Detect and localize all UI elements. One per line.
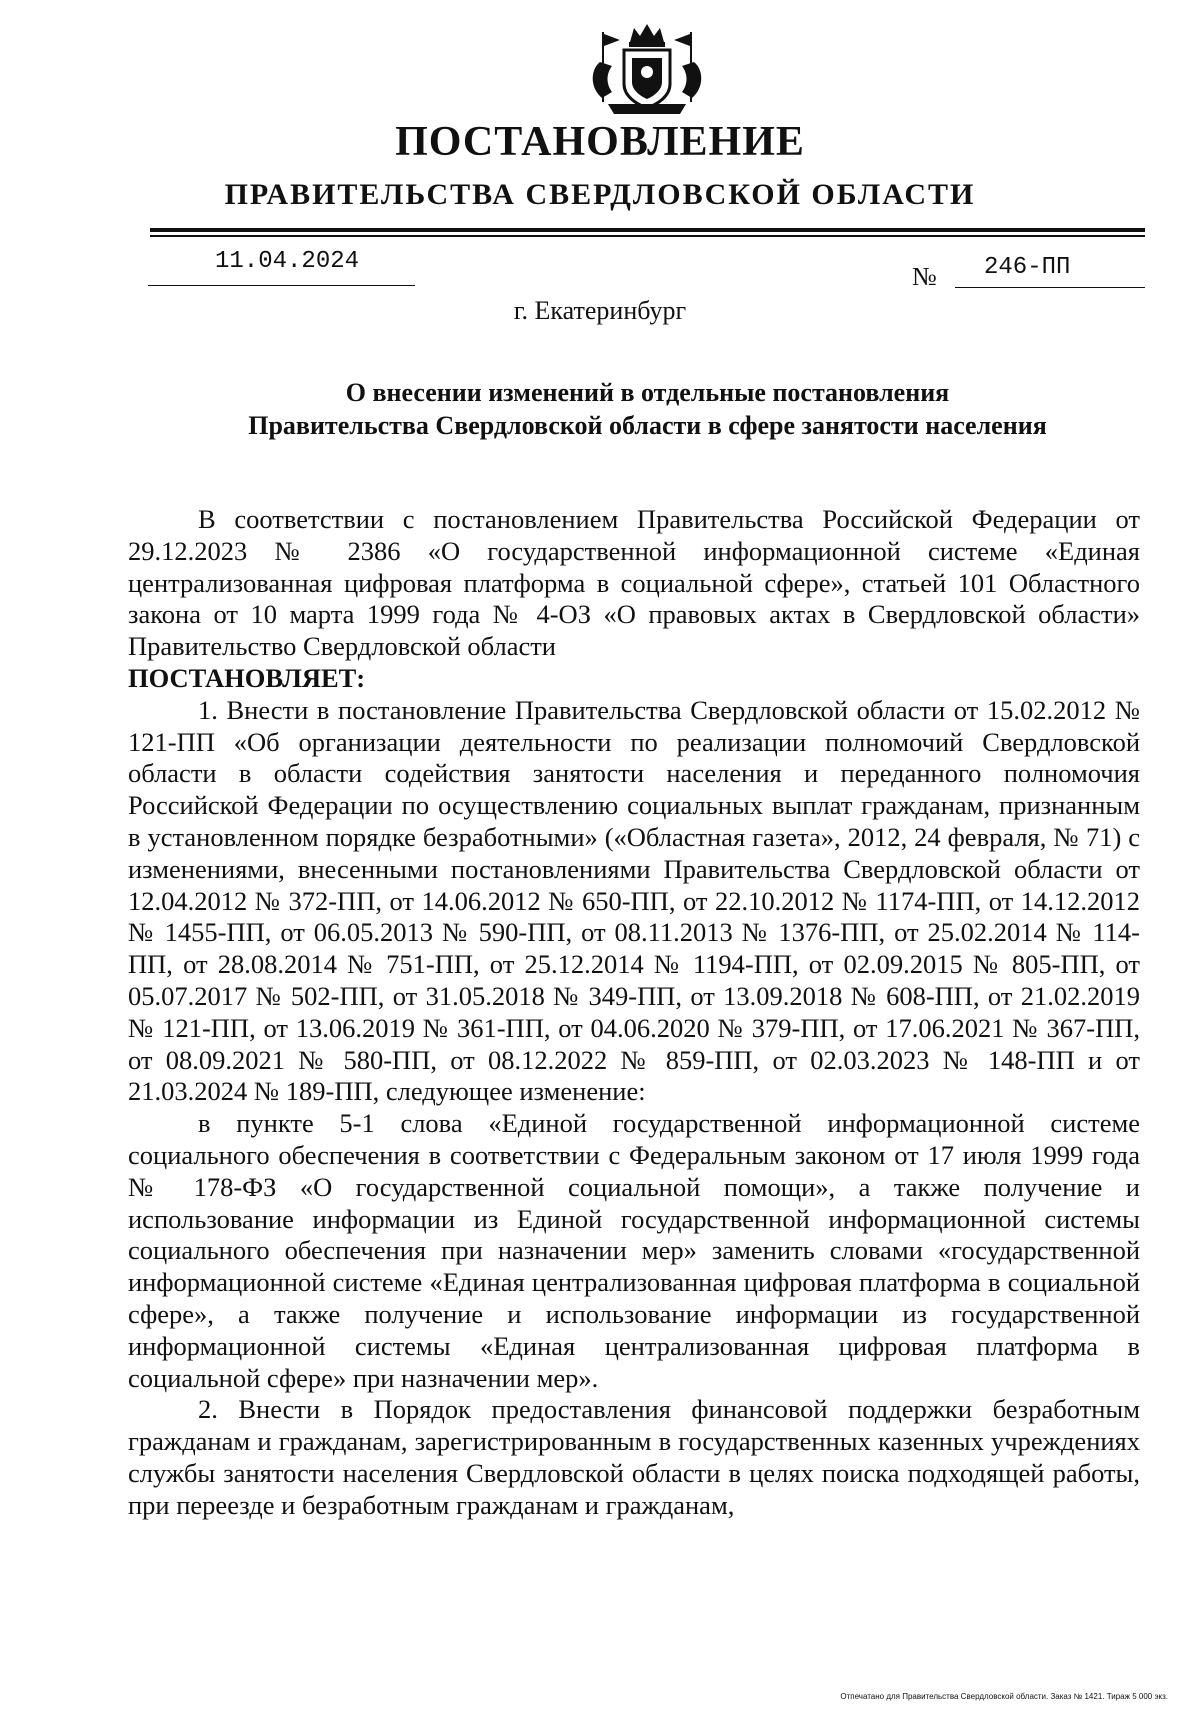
issuer-heading: ПРАВИТЕЛЬСТВА СВЕРДЛОВСКОЙ ОБЛАСТИ	[224, 178, 976, 211]
item-1-paragraph: 1. Внести в постановление Правительства Свердловской области от 15.02.2012 № 121-ПП «Об организации деятельности по реализации полномочий Свердловской области в области содействия занятости населения и переданного полномочия Российской Федерации по осуществлению социальных выплат гражданам, признанным в установленном порядке безработными» («Областная газета», 2012, 24 февраля, № 71) с изменениями, внесенными постановлениями Правительства Свердловской области от 12.04.2012 № 372-ПП, от 14.06.2012 № 650-ПП, от 22.10.2012 № 1174-ПП, от 14.12.2012 № 1455-ПП, от 06.05.2013 № 590-ПП, от 08.11.2013 № 1376-ПП, от 25.02.2014 № 114-ПП, от 28.08.2014 № 751-ПП, от 25.12.2014 № 1194-ПП, от 02.09.2015 № 805-ПП, от 05.07.2017 № 502-ПП, от 31.05.2018 № 349-ПП, от 13.09.2018 № 608-ПП, от 21.02.2019 № 121-ПП, от 13.06.2019 № 361-ПП, от 04.06.2020 № 379-ПП, от 17.06.2021 № 367-ПП, от 08.09.2021 № 580-ПП, от 08.12.2022 № 859-ПП, от 02.03.2023 № 148-ПП и от 21.03.2024 № 189-ПП, следующее изменение:	[128, 694, 1140, 1107]
document-number: 246-ПП	[984, 254, 1071, 281]
decree-word: ПОСТАНОВЛЯЕТ:	[128, 662, 366, 693]
number-underline	[955, 287, 1145, 288]
document-date: 11.04.2024	[215, 248, 360, 275]
header-rule-thick	[150, 228, 1145, 232]
number-sign: №	[912, 262, 937, 291]
document-title	[150, 376, 1145, 442]
print-imprint: Отпечатано для Правительства Свердловской области. Заказ № 1421. Тираж 5 000 экз.	[840, 1692, 1168, 1701]
issue-city: г. Екатеринбург	[513, 296, 687, 325]
document-body	[128, 504, 1140, 1522]
document-type-heading: ПОСТАНОВЛЕНИЕ	[395, 119, 805, 165]
item-2-paragraph: 2. Внести в Порядок предоставления финансовой поддержки безработным гражданам и гражданам, зарегистрированным в государственных казенных учреждениях службы занятости населения Свердловской области в целях поиска подходящей работы, при переезде и безработным гражданам и гражданам,	[128, 1394, 1140, 1520]
date-underline	[148, 285, 415, 286]
preamble-paragraph: В соответствии с постановлением Правительства Российской Федерации от 29.12.2023 № 2386 «О государственной информационной системе «Единая централизованная цифровая платформа в социальной сфере», статьей 101 Областного закона от 10 марта 1999 года № 4-ОЗ «О правовых актах в Свердловской области» Правительство Свердловской области	[128, 504, 1140, 662]
title-line-2: Правительства Свердловской области в сфере занятости населения	[248, 411, 1047, 440]
item-1-change-paragraph: в пункте 5-1 слова «Единой государственной информационной системе социального обеспечения в соответствии с Федеральным законом от 17 июля 1999 года № 178-ФЗ «О государственной социальной помощи», а также получение и использование информации из Единой государственной информационной системы социального обеспечения при назначении мер» заменить словами «государственной информационной системе «Единая централизованная цифровая платформа в социальной сфере», а также получение и использование информации из государственной информационной системы «Единая централизованная цифровая платформа в социальной сфере» при назначении мер».	[128, 1108, 1140, 1393]
coat-of-arms-icon	[572, 22, 722, 118]
header-rule-thin	[150, 235, 1145, 237]
title-line-1: О внесении изменений в отдельные постановления	[345, 378, 950, 407]
